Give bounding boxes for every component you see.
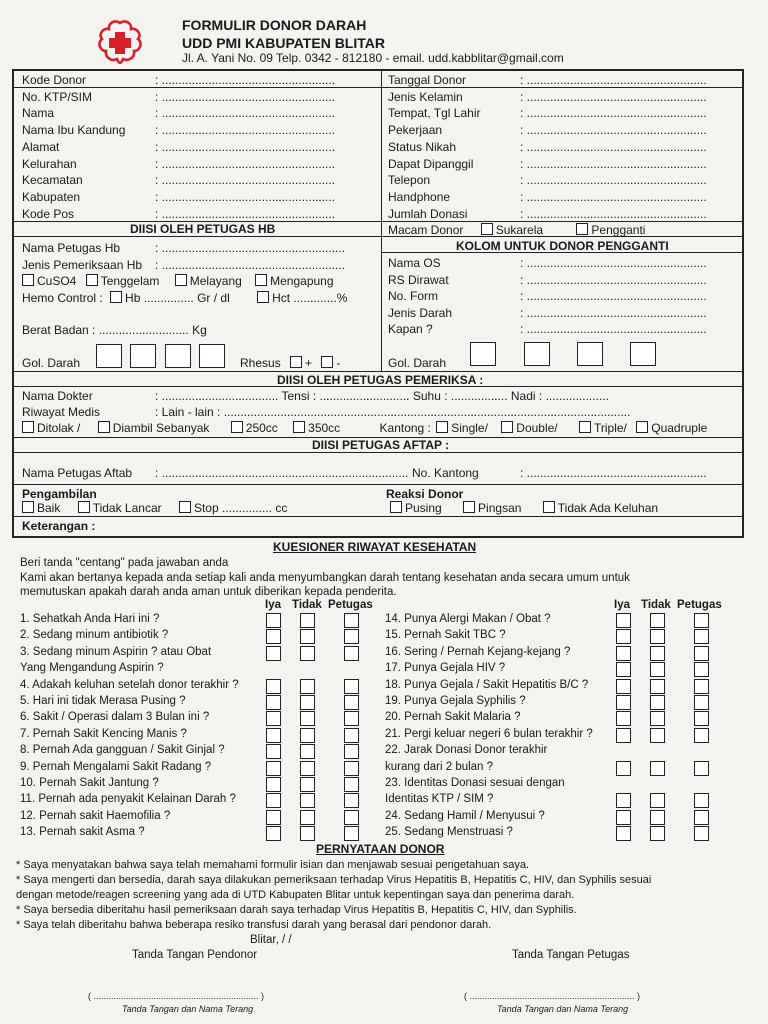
aftap-kantong-field[interactable]: : ...................................................... [520, 466, 707, 480]
donor-field-input[interactable]: : ...................................................... [520, 156, 707, 171]
answer-tidak-checkbox[interactable] [300, 679, 315, 694]
answer-petugas-checkbox[interactable] [694, 793, 709, 808]
answer-iya-checkbox[interactable] [266, 728, 281, 743]
pengganti-section-title: KOLOM UNTUK DONOR PENGGANTI [456, 239, 669, 253]
donor-field-label: Nama Ibu Kandung [22, 123, 126, 138]
question-item: 17. Punya Gejala HIV ? [385, 662, 506, 675]
pengganti-field-label: RS Dirawat [388, 272, 449, 287]
answer-iya-checkbox[interactable] [266, 613, 281, 628]
answer-petugas-checkbox[interactable] [344, 629, 359, 644]
answer-tidak-checkbox[interactable] [300, 810, 315, 825]
question-item: 24. Sedang Hamil / Menyusui ? [385, 809, 545, 822]
answer-iya-checkbox[interactable] [616, 646, 631, 661]
answer-petugas-checkbox[interactable] [694, 646, 709, 661]
hb-petugas-field[interactable]: : ....................................................... [155, 241, 346, 255]
answer-tidak-checkbox[interactable] [300, 646, 315, 661]
keterangan-label: Keterangan : [22, 519, 96, 533]
answer-petugas-checkbox[interactable] [344, 777, 359, 792]
answer-petugas-checkbox[interactable] [344, 646, 359, 661]
pengganti-field-label: No. Form [388, 289, 439, 303]
gol-darah-box[interactable] [96, 344, 122, 368]
donor-field-label: Kode Pos [22, 206, 75, 221]
checkbox-mengapung[interactable] [255, 274, 267, 286]
donor-field-input[interactable]: : ...................................................... [520, 73, 707, 87]
kuesioner-intro-1: Beri tanda "centang" pada jawaban anda [20, 557, 229, 569]
answer-iya-checkbox[interactable] [266, 711, 281, 726]
col-petugas-right: Petugas [677, 599, 722, 611]
aftap-nama-label: Nama Petugas Aftab [22, 466, 133, 480]
gol-darah-box[interactable] [470, 342, 496, 366]
form-title [182, 16, 385, 52]
donor-field-input[interactable]: : .................................................... [155, 89, 336, 104]
gol-darah-label: Gol. Darah [22, 356, 81, 370]
question-item: 7. Pernah Sakit Kencing Manis ? [20, 727, 187, 740]
question-item: 13. Pernah sakit Asma ? [20, 826, 145, 839]
pengganti-field-label: Jenis Darah [388, 305, 453, 320]
question-item: 4. Adakah keluhan setelah donor terakhir ? [20, 678, 239, 691]
pemeriksa-section-title: DIISI OLEH PETUGAS PEMERIKSA : [277, 373, 484, 387]
dokter-line[interactable]: : ................................... Tensi : ........................... Suhu : ................. Nadi : ................... [155, 389, 609, 403]
signature-line-petugas[interactable]: ( .................................................................. ) [464, 991, 641, 1001]
aftap-nama-field[interactable]: : .......................................................................... [155, 466, 409, 480]
pengganti-field-label: Nama OS [388, 256, 441, 270]
donor-field-label: Kelurahan [22, 156, 77, 171]
answer-tidak-checkbox[interactable] [650, 629, 665, 644]
pengganti-field-input[interactable]: : ...................................................... [520, 305, 707, 320]
hb-section-title: DIISI OLEH PETUGAS HB [130, 222, 276, 236]
answer-tidak-checkbox[interactable] [300, 613, 315, 628]
answer-petugas-checkbox[interactable] [344, 810, 359, 825]
question-item: 23. Identitas Donasi sesuai dengan [385, 777, 565, 789]
answer-iya-checkbox[interactable] [266, 629, 281, 644]
checkbox-tenggelam[interactable] [86, 274, 98, 286]
donor-field-input[interactable]: : .................................................... [155, 123, 336, 138]
divider [12, 87, 744, 88]
answer-tidak-checkbox[interactable] [300, 695, 315, 710]
answer-iya-checkbox[interactable] [266, 826, 281, 841]
question-item: 8. Pernah Ada gangguan / Sakit Ginjal ? [20, 744, 225, 757]
pmi-logo [94, 20, 146, 64]
rhesus-row: Rhesus + - [240, 356, 341, 370]
answer-tidak-checkbox[interactable] [650, 679, 665, 694]
reaksi-options: Pusing Pingsan Tidak Ada Keluhan [390, 501, 658, 515]
ttd-pendonor-label: Tanda Tangan Pendonor [132, 949, 258, 961]
gol-darah-box[interactable] [630, 342, 656, 366]
title-line-2: UDD PMI KABUPATEN BLITAR [182, 35, 385, 51]
answer-tidak-checkbox[interactable] [300, 793, 315, 808]
kuesioner-intro-3: memutuskan apakah darah anda aman untuk diberikan kepada penderita. [20, 586, 397, 598]
answer-tidak-checkbox[interactable] [650, 826, 665, 841]
divider [12, 452, 744, 453]
question-item: 6. Sakit / Operasi dalam 3 Bulan ini ? [20, 711, 210, 724]
address-line: Jl. A. Yani No. 09 Telp. 0342 - 812180 - email. udd.kabblitar@gmail.com [182, 51, 564, 65]
hb-method-row: CuSO4 Tenggelam Melayang Mengapung [22, 274, 334, 288]
checkbox-pengganti[interactable] [576, 223, 588, 235]
donor-field-input[interactable]: : .................................................... [155, 189, 336, 204]
answer-petugas-checkbox[interactable] [344, 728, 359, 743]
donor-field-input[interactable]: : ...................................................... [520, 139, 707, 154]
pengganti-field-input[interactable]: : ...................................................... [520, 289, 707, 303]
checkbox-sukarela[interactable] [481, 223, 493, 235]
riwayat-line[interactable]: : Lain - lain : .......................................................................................................................... [155, 405, 631, 419]
donor-field-input[interactable]: : ...................................................... [520, 189, 707, 204]
donor-field-input[interactable]: : ...................................................... [520, 89, 707, 104]
donor-field-input[interactable]: : .................................................... [155, 139, 336, 154]
reaksi-label: Reaksi Donor [386, 487, 464, 501]
answer-tidak-checkbox[interactable] [650, 761, 665, 776]
answer-tidak-checkbox[interactable] [650, 793, 665, 808]
statement-line: * Saya menyatakan bahwa saya telah memahami formulir isian dan menjawab sesuai pengetahuan saya. [16, 859, 530, 871]
riwayat-label: Riwayat Medis [22, 405, 101, 419]
answer-petugas-checkbox[interactable] [344, 793, 359, 808]
hemo-control-row: Hemo Control : Hb ............... Gr / dl Hct .............% [22, 291, 348, 305]
pemeriksa-options: Ditolak / Diambil Sebanyak 250cc 350cc Kantong : Single/ Double/ Triple/ Quadruple [22, 421, 707, 435]
answer-tidak-checkbox[interactable] [300, 711, 315, 726]
divider [12, 371, 744, 372]
pengganti-field-label: Kapan ? [388, 322, 433, 336]
donor-field-label: Kode Donor [22, 73, 87, 87]
gol-darah-box[interactable] [130, 344, 156, 368]
pengganti-field-input[interactable]: : ...................................................... [520, 256, 707, 270]
checkbox-rhesus-plus[interactable] [290, 356, 302, 368]
answer-tidak-checkbox[interactable] [650, 662, 665, 677]
checkbox-tidak-lancar[interactable] [78, 501, 90, 513]
pengganti-field-input[interactable]: : ...................................................... [520, 272, 707, 287]
donor-field-label: Kabupaten [22, 189, 81, 204]
checkbox-hb[interactable] [110, 291, 122, 303]
donor-field-label: Telepon [388, 173, 431, 188]
donor-field-input[interactable]: : ...................................................... [520, 173, 707, 188]
answer-tidak-checkbox[interactable] [300, 728, 315, 743]
question-item: kurang dari 2 bulan ? [385, 760, 494, 773]
dokter-label: Nama Dokter [22, 389, 93, 403]
answer-iya-checkbox[interactable] [266, 744, 281, 759]
donor-field-input[interactable]: : ...................................................... [520, 106, 707, 121]
question-item: 10. Pernah Sakit Jantung ? [20, 777, 159, 789]
answer-iya-checkbox[interactable] [266, 761, 281, 776]
donor-field-input[interactable]: : .................................................... [155, 156, 336, 171]
col-iya-right: Iya [614, 599, 630, 611]
hb-jenis-field[interactable]: : ....................................................... [155, 258, 346, 272]
pengganti-gol-label: Gol. Darah [388, 356, 447, 370]
donor-field-label: Jenis Kelamin [388, 89, 463, 104]
answer-iya-checkbox[interactable] [266, 646, 281, 661]
donor-field-label: Tanggal Donor [388, 73, 467, 87]
answer-petugas-checkbox[interactable] [694, 810, 709, 825]
checkbox-pusing[interactable] [390, 501, 402, 513]
berat-badan[interactable]: Berat Badan : ........................... Kg [22, 323, 207, 337]
answer-iya-checkbox[interactable] [616, 695, 631, 710]
answer-tidak-checkbox[interactable] [650, 695, 665, 710]
answer-iya-checkbox[interactable] [616, 728, 631, 743]
answer-tidak-checkbox[interactable] [300, 761, 315, 776]
question-item: 3. Sedang minum Aspirin ? atau Obat [20, 645, 212, 658]
question-item: 12. Pernah sakit Haemofilia ? [20, 809, 171, 822]
divider [12, 516, 744, 517]
answer-petugas-checkbox[interactable] [694, 826, 709, 841]
question-item: 2. Sedang minum antibiotik ? [20, 629, 169, 642]
donor-field-label: Handphone [388, 189, 451, 204]
checkbox-triple[interactable] [579, 421, 591, 433]
question-item: Identitas KTP / SIM ? [385, 793, 494, 806]
macam-donor-row: Macam Donor Sukarela Pengganti [388, 223, 646, 237]
answer-petugas-checkbox[interactable] [694, 679, 709, 694]
col-tidak-right: Tidak [641, 599, 671, 611]
answer-iya-checkbox[interactable] [266, 810, 281, 825]
question-item: 11. Pernah ada penyakit Kelainan Darah ? [20, 793, 236, 806]
gol-darah-box[interactable] [199, 344, 225, 368]
answer-petugas-checkbox[interactable] [694, 695, 709, 710]
donor-field-label: Tempat, Tgl Lahir [388, 106, 481, 121]
title-line-1: FORMULIR DONOR DARAH [182, 17, 367, 33]
answer-iya-checkbox[interactable] [266, 695, 281, 710]
divider [12, 484, 744, 485]
answer-iya-checkbox[interactable] [616, 679, 631, 694]
answer-tidak-checkbox[interactable] [300, 777, 315, 792]
donor-field-label: Status Nikah [388, 139, 457, 154]
answer-petugas-checkbox[interactable] [344, 613, 359, 628]
donor-field-input[interactable]: : ...................................................... [520, 123, 707, 138]
checkbox-rhesus-minus[interactable] [321, 356, 333, 368]
answer-tidak-checkbox[interactable] [650, 810, 665, 825]
hb-petugas-label: Nama Petugas Hb [22, 241, 121, 255]
checkbox-single[interactable] [436, 421, 448, 433]
answer-petugas-checkbox[interactable] [344, 679, 359, 694]
answer-tidak-checkbox[interactable] [650, 613, 665, 628]
answer-petugas-checkbox[interactable] [344, 744, 359, 759]
donor-field-label: Nama [22, 106, 55, 121]
statement-line: * Saya telah diberitahu bahwa beberapa resiko transfusi darah yang berasal dari pendonor darah. [16, 919, 492, 931]
question-item: 18. Punya Gejala / Sakit Hepatitis B/C ? [385, 678, 589, 691]
col-petugas-left: Petugas [328, 599, 373, 611]
question-item: Yang Mengandung Aspirin ? [20, 662, 164, 675]
checkbox-melayang[interactable] [175, 274, 187, 286]
answer-iya-checkbox[interactable] [616, 629, 631, 644]
donor-field-label: Jumlah Donasi [388, 206, 468, 221]
answer-iya-checkbox[interactable] [266, 777, 281, 792]
question-item: 16. Sering / Pernah Kejang-kejang ? [385, 645, 571, 658]
nama-terang-petugas: Tanda Tangan dan Nama Terang [497, 1004, 629, 1014]
donor-field-input[interactable]: : ...................................................... [520, 206, 707, 221]
donor-field-label: No. KTP/SIM [22, 89, 93, 104]
answer-tidak-checkbox[interactable] [300, 744, 315, 759]
donor-field-input[interactable]: : .................................................... [155, 173, 336, 188]
answer-iya-checkbox[interactable] [616, 662, 631, 677]
answer-petugas-checkbox[interactable] [694, 629, 709, 644]
answer-petugas-checkbox[interactable] [694, 761, 709, 776]
kuesioner-intro-2: Kami akan bertanya kepada anda setiap kali anda menyumbangkan darah tentang kesehatan anda secara umum untuk [20, 572, 630, 584]
donor-field-input[interactable]: : .................................................... [155, 206, 336, 221]
question-item: 14. Punya Alergi Makan / Obat ? [385, 613, 551, 625]
question-item: 15. Pernah Sakit TBC ? [385, 629, 506, 642]
question-item: 5. Hari ini tidak Merasa Pusing ? [20, 695, 186, 707]
statement-line: * Saya bersedia diberitahu hasil pemeriksaan darah saya terhadap Virus Hepatitis B, Hepatitis C, HIV, dan Syphilis. [16, 904, 577, 916]
answer-iya-checkbox[interactable] [616, 810, 631, 825]
signature-line-pendonor[interactable]: ( .................................................................. ) [88, 991, 265, 1001]
col-tidak-left: Tidak [292, 599, 322, 611]
hb-jenis-label: Jenis Pemeriksaan Hb [22, 258, 143, 272]
checkbox-pingsan[interactable] [463, 501, 475, 513]
divider [12, 221, 744, 222]
answer-petugas-checkbox[interactable] [694, 728, 709, 743]
answer-petugas-checkbox[interactable] [344, 826, 359, 841]
question-item: 22. Jarak Donasi Donor terakhir [385, 744, 548, 757]
donor-field-label: Pekerjaan [388, 123, 443, 138]
gol-darah-box[interactable] [524, 342, 550, 366]
answer-tidak-checkbox[interactable] [650, 728, 665, 743]
statement-line: * Saya mengerti dan bersedia, darah saya dilakukan pemeriksaan terhadap Virus Hepatitis B, Hepatitis C, HIV, dan Syphilis sesuai [16, 874, 652, 886]
answer-petugas-checkbox[interactable] [694, 613, 709, 628]
col-iya-left: Iya [265, 599, 281, 611]
answer-tidak-checkbox[interactable] [650, 711, 665, 726]
question-item: 20. Pernah Sakit Malaria ? [385, 711, 521, 724]
question-item: 19. Punya Gejala Syphilis ? [385, 695, 526, 707]
checkbox-diambil[interactable] [98, 421, 110, 433]
checkbox-baik[interactable] [22, 501, 34, 513]
gol-darah-box[interactable] [577, 342, 603, 366]
answer-iya-checkbox[interactable] [266, 679, 281, 694]
answer-iya-checkbox[interactable] [616, 826, 631, 841]
answer-petugas-checkbox[interactable] [344, 761, 359, 776]
question-item: 21. Pergi keluar negeri 6 bulan terakhir ? [385, 727, 593, 740]
answer-petugas-checkbox[interactable] [344, 711, 359, 726]
answer-iya-checkbox[interactable] [616, 793, 631, 808]
aftap-kantong-label: No. Kantong [412, 466, 479, 480]
answer-tidak-checkbox[interactable] [300, 629, 315, 644]
answer-tidak-checkbox[interactable] [650, 646, 665, 661]
question-item: 1. Sehatkah Anda Hari ini ? [20, 613, 160, 625]
answer-iya-checkbox[interactable] [616, 711, 631, 726]
answer-tidak-checkbox[interactable] [300, 826, 315, 841]
checkbox-tidak-ada-keluhan[interactable] [543, 501, 555, 513]
pengambilan-options: Baik Tidak Lancar Stop ............... cc [22, 501, 287, 515]
answer-iya-checkbox[interactable] [616, 613, 631, 628]
checkbox-double[interactable] [501, 421, 513, 433]
answer-petugas-checkbox[interactable] [344, 695, 359, 710]
blitar-date[interactable]: Blitar, / / [250, 934, 292, 946]
aftap-section-title: DIISI PETUGAS AFTAP : [312, 438, 450, 452]
gol-darah-box[interactable] [165, 344, 191, 368]
question-item: 25. Sedang Menstruasi ? [385, 826, 513, 839]
donor-field-label: Kecamatan [22, 173, 83, 188]
checkbox-quadruple[interactable] [636, 421, 648, 433]
donor-field-label: Dapat Dipanggil [388, 156, 474, 171]
statement-line: dengan metode/reagen screening yang ada di UTD Kabupaten Blitar untuk kepentingan saya dan penerima darah. [16, 889, 575, 901]
checkbox-ditolak[interactable] [22, 421, 34, 433]
donor-field-input[interactable]: : .................................................... [155, 106, 336, 121]
pengganti-field-input[interactable]: : ...................................................... [520, 322, 707, 336]
checkbox-cuso4[interactable] [22, 274, 34, 286]
checkbox-350cc[interactable] [293, 421, 305, 433]
kuesioner-title: KUESIONER RIWAYAT KESEHATAN [273, 540, 477, 554]
checkbox-hct[interactable] [257, 291, 269, 303]
checkbox-stop[interactable] [179, 501, 191, 513]
pengambilan-label: Pengambilan [22, 487, 97, 501]
answer-iya-checkbox[interactable] [266, 793, 281, 808]
donor-field-input[interactable]: : .................................................... [155, 73, 336, 87]
nama-terang-pendonor: Tanda Tangan dan Nama Terang [122, 1004, 254, 1014]
pernyataan-title: PERNYATAAN DONOR [316, 842, 445, 856]
donor-field-label: Alamat [22, 139, 60, 154]
checkbox-250cc[interactable] [231, 421, 243, 433]
answer-petugas-checkbox[interactable] [694, 711, 709, 726]
ttd-petugas-label: Tanda Tangan Petugas [512, 949, 630, 961]
question-item: 9. Pernah Mengalami Sakit Radang ? [20, 760, 212, 773]
answer-petugas-checkbox[interactable] [694, 662, 709, 677]
answer-iya-checkbox[interactable] [616, 761, 631, 776]
